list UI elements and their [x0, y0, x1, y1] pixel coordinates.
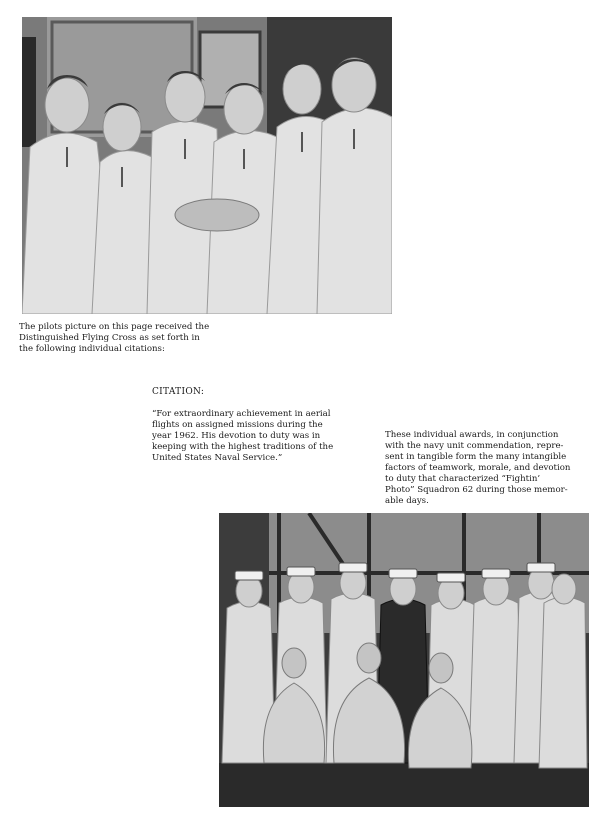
- intro-caption: The pilots picture on this page received the Distinguished Flying Cross as set forth in the following individual citations:: [19, 322, 210, 354]
- awards-caption: These individual awards, in conjunction with the navy unit commendation, repre- sent in tangible form the many intangible factors of teamwork, morale, and devotion to duty that characterized “Fightin’ Photo” Squadron 62 during those memor- able days.: [385, 430, 571, 506]
- squadron-group-photo: [219, 513, 589, 807]
- citation-block: [152, 376, 352, 475]
- pilots-handshake-illustration: [22, 17, 392, 314]
- citation-heading: CITATION:: [152, 387, 205, 397]
- citation-text: “For extraordinary achievement in aerial flights on assigned missions during the year 1962. His devotion to duty was in keeping with the highest traditions of the United States Naval Service.”: [152, 409, 334, 463]
- pilots-handshake-photo: [22, 17, 392, 314]
- squadron-group-illustration: [219, 513, 589, 807]
